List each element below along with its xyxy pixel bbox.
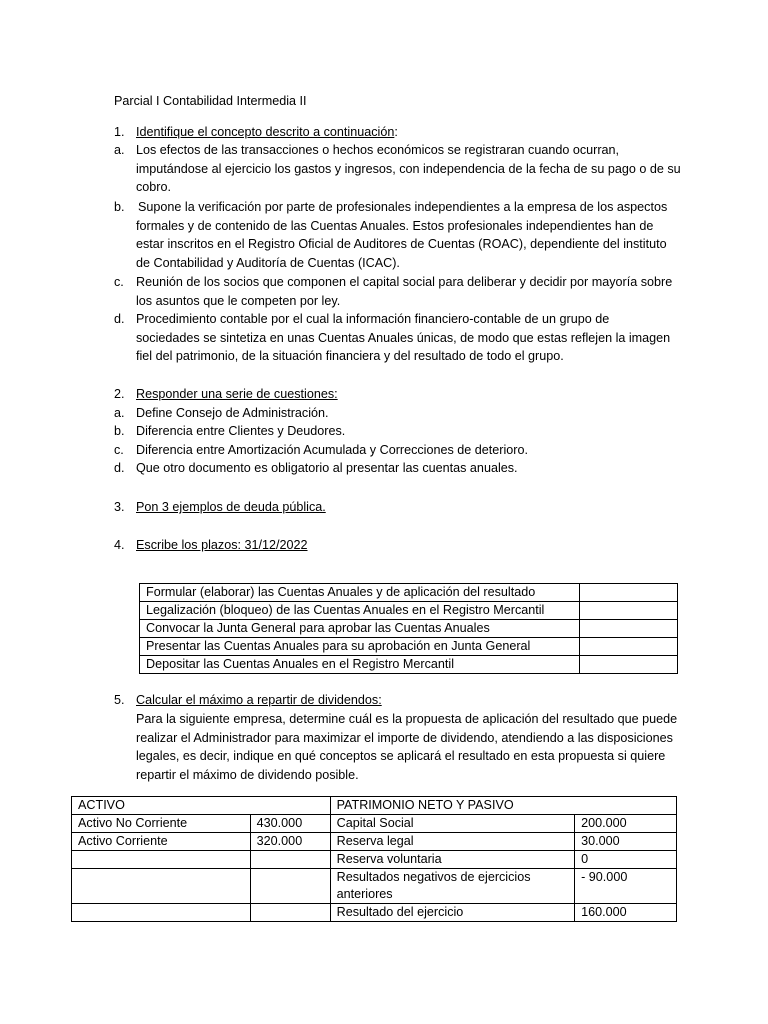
table-cell: Resultado del ejercicio — [330, 904, 575, 922]
question-number: 1. — [114, 125, 125, 139]
list-item-1b — [114, 198, 684, 273]
pasivo-header: PATRIMONIO NETO Y PASIVO — [330, 797, 676, 815]
document-title: Parcial I Contabilidad Intermedia II — [114, 94, 307, 108]
table-cell: Convocar la Junta General para aprobar las Cuentas Anuales — [140, 620, 580, 638]
table-cell — [72, 904, 251, 922]
item-text: Que otro documento es obligatorio al presentar las cuentas anuales. — [136, 461, 518, 475]
answer-cell[interactable] — [580, 584, 678, 602]
statement-line: legales, es decir, indique en qué conceptos se aplicará el resultado en esta propuesta si quiere — [136, 749, 666, 764]
table-row — [140, 620, 678, 638]
item-label: b. — [114, 200, 125, 214]
item-text-line: los asuntos que le competen por ley. — [136, 293, 341, 308]
table-row — [72, 815, 677, 833]
item-label: a. — [114, 406, 125, 420]
table-cell: - 90.000 — [575, 869, 677, 904]
item-text-line: sociedades se sintetiza en unas Cuentas Anuales únicas, de modo que estas reflejen la imagen — [136, 330, 671, 345]
item-label: d. — [114, 461, 125, 475]
item-text-line: imputándose al ejercicio los gastos y ingresos, con independencia de la fecha de su pago o de su — [136, 161, 681, 176]
table-cell: 30.000 — [575, 833, 677, 851]
statement-line: Para la siguiente empresa, determine cuál es la propuesta de aplicación del resultado que puede — [136, 712, 678, 726]
item-label: c. — [114, 443, 124, 457]
table-cell — [250, 904, 330, 922]
plazos-table — [139, 583, 678, 674]
table-cell: Presentar las Cuentas Anuales para su aprobación en Junta General — [140, 638, 580, 656]
table-cell: 160.000 — [575, 904, 677, 922]
balance-sheet-table — [71, 796, 677, 922]
table-cell: 430.000 — [250, 815, 330, 833]
table-cell — [250, 851, 330, 869]
question-heading: Calcular el máximo a repartir de dividendos: — [136, 693, 382, 707]
list-item-2d — [114, 459, 684, 478]
table-row — [140, 638, 678, 656]
table-cell: Activo No Corriente — [72, 815, 251, 833]
answer-cell[interactable] — [580, 602, 678, 620]
question-heading: Pon 3 ejemplos de deuda pública. — [136, 500, 326, 514]
list-item-2c — [114, 441, 684, 460]
table-row — [72, 869, 677, 904]
answer-cell[interactable] — [580, 620, 678, 638]
item-label: c. — [114, 275, 124, 289]
table-header-row — [72, 797, 677, 815]
heading-colon: : — [394, 125, 398, 139]
table-cell: 200.000 — [575, 815, 677, 833]
item-text-line: fiel del patrimonio, de la situación financiera y del resultado de todo el grupo. — [136, 349, 564, 364]
answer-cell[interactable] — [580, 638, 678, 656]
question-heading: Escribe los plazos: 31/12/2022 — [136, 538, 308, 552]
question-3-heading — [114, 498, 684, 517]
table-cell: Reserva voluntaria — [330, 851, 575, 869]
item-label: d. — [114, 312, 125, 326]
table-cell: Formular (elaborar) las Cuentas Anuales y de aplicación del resultado — [140, 584, 580, 602]
question-number: 3. — [114, 500, 125, 514]
item-label: b. — [114, 424, 125, 438]
question-heading: Identifique el concepto descrito a continuación — [136, 125, 395, 139]
table-cell — [72, 869, 251, 904]
question-number: 4. — [114, 538, 125, 552]
table-cell — [72, 851, 251, 869]
table-row — [140, 656, 678, 674]
activo-header: ACTIVO — [72, 797, 331, 815]
table-cell: 320.000 — [250, 833, 330, 851]
item-text-line: Los efectos de las transacciones o hechos económicos se registraran cuando ocurran, — [136, 143, 620, 157]
list-item-2b — [114, 422, 684, 441]
table-cell: 0 — [575, 851, 677, 869]
table-row — [72, 833, 677, 851]
table-row — [72, 851, 677, 869]
table-cell: Resultados negativos de ejercicios anteriores — [330, 869, 575, 904]
table-row — [140, 584, 678, 602]
table-row — [72, 904, 677, 922]
table-cell: Capital Social — [330, 815, 575, 833]
table-cell — [250, 869, 330, 904]
question-heading: Responder una serie de cuestiones: — [136, 387, 338, 401]
answer-cell[interactable] — [580, 656, 678, 674]
question-4-heading — [114, 536, 684, 555]
list-item-1d — [114, 310, 684, 366]
statement-line: realizar el Administrador para maximizar el importe de dividendo, atendiendo a las disposiciones — [136, 730, 673, 745]
question-5-heading — [114, 691, 684, 710]
item-text-line: Reunión de los socios que componen el capital social para deliberar y decidir por mayoría sobre — [136, 275, 673, 289]
item-label: a. — [114, 143, 125, 157]
table-cell: Legalización (bloqueo) de las Cuentas Anuales en el Registro Mercantil — [140, 602, 580, 620]
list-item-1a — [114, 141, 684, 197]
question-number: 2. — [114, 387, 125, 401]
item-text-line: formales y de contenido de las Cuentas Anuales. Estos profesionales independientes han de — [136, 218, 654, 233]
item-text-line: Procedimiento contable por el cual la información financiero-contable de un grupo de — [136, 312, 610, 326]
item-text: Define Consejo de Administración. — [136, 406, 329, 420]
table-cell: Activo Corriente — [72, 833, 251, 851]
item-text: Diferencia entre Amortización Acumulada y Correcciones de deterioro. — [136, 443, 528, 457]
statement-line: repartir el máximo de dividendo posible. — [136, 768, 359, 783]
item-text-line: de Contabilidad y Auditoría de Cuentas (ICAC). — [136, 256, 400, 271]
item-text-line: cobro. — [136, 180, 172, 195]
list-item-2a — [114, 404, 684, 423]
question-number: 5. — [114, 693, 125, 707]
item-text: Diferencia entre Clientes y Deudores. — [136, 424, 346, 438]
table-cell: Depositar las Cuentas Anuales en el Registro Mercantil — [140, 656, 580, 674]
question-2-heading — [114, 385, 684, 404]
question-5-statement — [114, 710, 684, 785]
item-text-line: estar inscritos en el Registro Oficial de Auditores de Cuentas (ROAC), dependiente del instituto — [136, 237, 667, 252]
list-item-1c — [114, 273, 684, 310]
table-cell: Reserva legal — [330, 833, 575, 851]
table-row — [140, 602, 678, 620]
question-1-heading — [114, 123, 684, 142]
item-text-line: Supone la verificación por parte de profesionales independientes a la empresa de los aspectos — [138, 200, 668, 214]
